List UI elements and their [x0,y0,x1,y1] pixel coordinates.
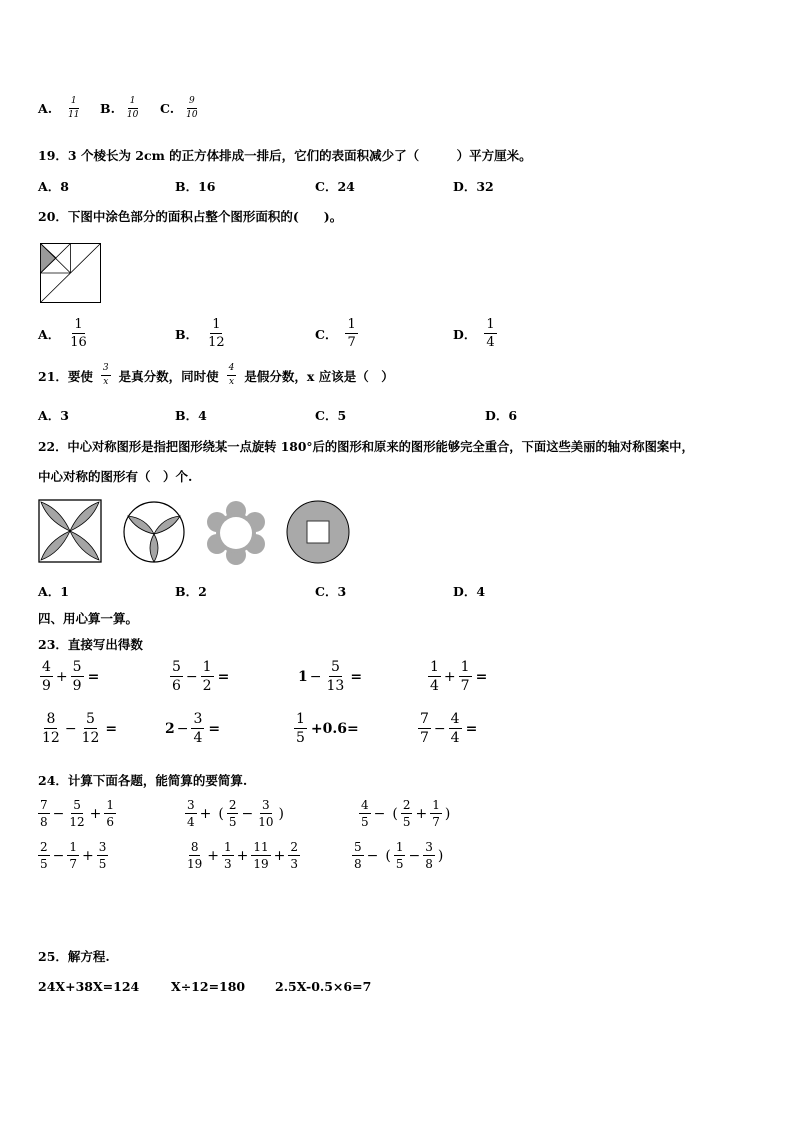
equals-sign: = [208,720,221,737]
operator: + [415,805,428,822]
q23-expr-r2-1 [38,712,117,745]
numerator: 3 [98,840,107,854]
q23-expr-r2-3 [292,712,359,745]
fraction [256,799,275,828]
numerator: 1 [347,317,356,332]
numerator: 7 [40,798,48,812]
left-paren: ( [385,847,391,864]
q20-square-figure [40,243,102,303]
q19-option-d[interactable]: D．32 [453,179,494,194]
fraction [68,318,89,349]
fraction [170,660,183,693]
operator: − [64,720,77,737]
numerator: 1 [128,97,138,109]
fraction [401,799,413,828]
equals-sign: = [475,668,488,685]
numerator: 4 [450,711,460,727]
fraction [418,712,431,745]
fraction [251,841,270,870]
fraction [345,318,357,349]
operator: + [82,847,94,864]
section-4-heading: 四、用心算一算。 [38,611,139,626]
fraction [227,364,237,387]
operator: + [89,805,102,822]
fraction [394,841,406,870]
q21-option-b[interactable]: B．4 [175,408,207,423]
q22-text-line1: 22．中心对称图形是指把图形绕某一点旋转 180°后的图形和原来的图形能够完全重合，下面这些美丽的轴对称图案中， [38,439,694,454]
numerator: 5 [354,840,362,854]
equals-sign: = [465,720,478,737]
numerator: 1 [460,659,470,675]
denominator: 10 [186,110,198,120]
denominator: 12 [208,335,225,350]
denominator: 5 [395,857,404,871]
denominator: 12 [69,815,85,829]
denominator: 12 [81,730,100,746]
fraction [185,841,204,870]
numerator: 2 [228,798,237,812]
q24-expr-r1-2 [183,799,285,828]
operator: − [52,805,65,822]
fraction [97,841,109,870]
fraction [101,364,111,387]
fraction [104,799,116,828]
q20-option-d[interactable] [453,318,499,349]
fraction [185,799,197,828]
fraction [38,841,50,870]
q23-expr-r1-1 [38,660,99,693]
denominator: 7 [69,857,78,871]
whole-number: 1 [298,668,308,685]
denominator: 4 [187,815,195,829]
q22-figure-flower [203,500,269,566]
q23-expr-r2-4 [416,712,477,745]
q18-option-b[interactable] [100,97,142,120]
denominator: 5 [98,857,107,871]
fraction [352,841,364,870]
fraction [40,660,53,693]
q24-expr-r2-2 [183,841,302,870]
denominator: 3 [290,857,299,871]
q19-text: 19．3 个棱长为 2cm 的正方体排成一排后，它们的表面积减少了（ ）平方厘米。 [38,148,532,163]
operator: − [309,668,322,685]
numerator: 5 [172,659,181,675]
numerator: 3 [262,798,270,812]
operator: − [52,847,65,864]
q21-option-a[interactable]: A．3 [38,408,69,423]
equals-sign: = [87,668,100,685]
q21-mid: 是真分数，同时使 [118,368,219,384]
q22-option-d[interactable]: D．4 [453,584,486,599]
q23-expr-r2-2 [164,712,220,745]
q21-suffix: 是假分数，x 应该是（ ） [244,368,394,384]
denominator: 10 [258,815,274,829]
q19-option-c[interactable]: C．24 [315,179,355,194]
option-letter: B. [100,101,115,116]
numerator: 3 [101,364,111,376]
numerator: 7 [420,711,429,727]
left-paren: ( [392,805,398,822]
fraction [38,799,50,828]
q23-title: 23．直接写出得数 [38,637,143,652]
fraction [40,712,62,745]
denominator: 12 [42,730,60,746]
q20-option-a[interactable] [38,318,91,349]
q22-option-a[interactable]: A．1 [38,584,69,599]
q22-figure-square-petals [38,499,102,563]
numerator: 2 [290,840,299,854]
denominator: 10 [126,110,139,120]
numerator: 2 [40,840,48,854]
q21-option-d[interactable]: D．6 [485,408,518,423]
denominator: 4 [486,335,495,350]
equals-sign: = [350,668,363,685]
denominator: 19 [187,857,203,871]
numerator: 4 [42,659,51,675]
denominator: 8 [354,857,362,871]
numerator: 4 [361,798,369,812]
operator: − [433,720,446,737]
fraction [222,841,234,870]
option-letter: B． [175,326,199,342]
fraction [430,799,442,828]
q25-title: 25．解方程. [38,949,110,964]
option-letter: C． [315,326,338,342]
fraction [80,712,102,745]
q18-option-a[interactable] [38,97,84,120]
numerator: 1 [202,659,212,675]
fraction [449,712,462,745]
numerator: 1 [69,97,79,109]
denominator: 8 [40,815,48,829]
numerator: 1 [430,659,439,675]
denominator: 9 [42,678,51,694]
denominator: 7 [347,335,356,350]
denominator: 7 [420,730,429,746]
q20-option-c[interactable] [315,318,360,349]
q22-figure-coin [286,500,350,564]
left-paren: ( [218,805,224,822]
equals-sign: = [105,720,118,737]
q21-prefix: 21．要使 [38,368,93,384]
operator: − [176,720,189,737]
denominator: 16 [70,335,87,350]
fraction [288,841,300,870]
right-paren: ) [444,805,451,822]
option-letter: C. [160,101,175,116]
q22-text-line2: 中心对称的图形有（ ）个. [38,469,193,484]
fraction [67,841,79,870]
denominator: 3 [224,857,232,871]
operator: + [443,668,456,685]
denominator: 6 [172,678,181,694]
q24-expr-r2-3 [350,841,444,870]
denominator: 8 [425,857,433,871]
numerator: 5 [86,711,95,727]
denominator: 13 [326,678,345,694]
numerator: 3 [187,798,195,812]
option-letter: A． [38,326,61,342]
numerator: 2 [402,798,411,812]
operator: + [55,668,68,685]
numerator: 5 [73,798,81,812]
numerator: 1 [296,711,305,727]
operator: + [273,847,286,864]
q24-title: 24．计算下面各题，能简算的要简算. [38,773,248,788]
numerator: 3 [193,711,203,727]
denominator: 5 [296,730,305,746]
fraction [206,318,227,349]
operator: − [373,805,386,822]
operator: − [408,847,421,864]
denominator: x [228,377,235,387]
q24-expr-r1-3 [357,799,451,828]
right-paren: ) [437,847,444,864]
numerator: 1 [74,317,83,332]
q22-option-b[interactable]: B．2 [175,584,207,599]
fraction [423,841,435,870]
q25-equation-3: 2.5X-0.5×6=7 [275,979,372,994]
denominator: 9 [72,678,82,694]
fraction [484,318,496,349]
numerator: 1 [224,840,232,854]
numerator: 1 [486,317,495,332]
q21-text [38,364,394,387]
q23-expr-r1-3 [297,660,362,693]
option-letter: D． [453,326,477,342]
q23-expr-r1-4 [426,660,487,693]
q22-figure-circle-leaves [122,500,186,564]
numerator: 4 [227,364,237,376]
numerator: 8 [190,840,199,854]
operator: − [241,805,254,822]
denominator: 5 [40,857,48,871]
operator: + [199,805,212,822]
fraction [428,660,441,693]
q20-text: 20．下图中涂色部分的面积占整个图形面积的( )。 [38,209,343,224]
numerator: 1 [395,840,404,854]
denominator: 11 [68,110,80,120]
fraction [324,660,346,693]
numerator: 1 [432,798,440,812]
numerator: 3 [425,840,433,854]
right-paren: ) [278,805,284,822]
operator: − [185,668,198,685]
numerator: 1 [106,798,115,812]
numerator: 1 [69,840,78,854]
numerator: 1 [212,317,221,332]
fraction [459,660,472,693]
numerator: 8 [46,711,56,727]
denominator: 7 [432,815,440,829]
equals-sign: = [217,668,230,685]
q19-option-b[interactable]: B．16 [175,179,216,194]
denominator: 5 [361,815,369,829]
q24-expr-r2-1 [36,841,110,870]
fraction [66,97,81,120]
q21-option-c[interactable]: C．5 [315,408,347,423]
fraction [125,97,140,120]
q25-equation-2: X÷12=180 [171,979,246,994]
denominator: 6 [106,815,115,829]
numerator: 11 [253,840,269,854]
denominator: 2 [202,678,212,694]
q18-option-c[interactable] [160,97,202,120]
denominator: 4 [430,678,439,694]
denominator: 5 [402,815,411,829]
q25-equation-1: 24X+38X=124 [38,979,140,994]
denominator: 19 [253,857,269,871]
numerator: 5 [72,659,82,675]
fraction [71,660,84,693]
q23-expr-r1-2 [168,660,229,693]
q24-expr-r1-1 [36,799,118,828]
operator: − [366,847,379,864]
fraction [227,799,239,828]
q20-option-b[interactable] [175,318,229,349]
q19-option-a[interactable]: A．8 [38,179,69,194]
fraction [184,97,199,120]
denominator: 4 [450,730,460,746]
fraction [359,799,371,828]
fraction [67,799,86,828]
denominator: 4 [193,730,203,746]
option-letter: A. [38,101,53,116]
fraction [201,660,214,693]
q22-option-c[interactable]: C．3 [315,584,347,599]
expression-tail: +0.6= [310,720,359,737]
fraction [294,712,307,745]
operator: + [236,847,249,864]
operator: + [207,847,220,864]
numerator: 9 [187,97,197,109]
denominator: x [103,377,109,387]
numerator: 5 [330,659,340,675]
fraction [191,712,204,745]
whole-number: 2 [165,720,175,737]
denominator: 7 [460,678,470,694]
denominator: 5 [228,815,237,829]
